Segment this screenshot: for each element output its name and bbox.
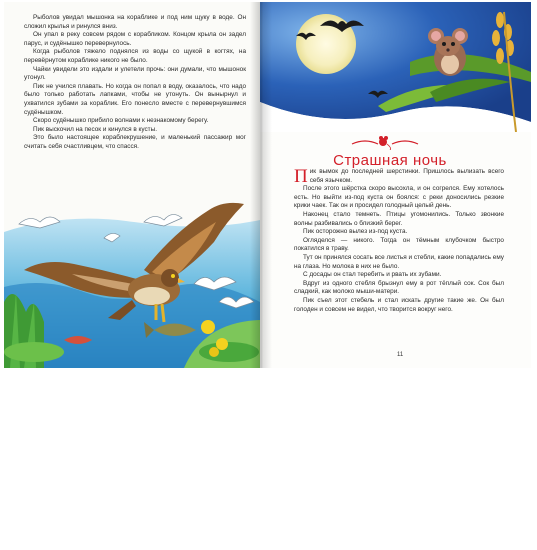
flower-icon: [201, 320, 215, 334]
paragraph: ик вымок до последней шерстинки. Пришлось вылизать всего себя язычком.: [309, 168, 504, 184]
first-paragraph: [294, 168, 504, 185]
drop-cap: П: [294, 166, 308, 187]
night-sky-illustration: [260, 2, 531, 132]
paragraph: Рыболов увидал мышонка на кораблике и под ним щуку в воде. Он сложил крылья и ринулся вниз.: [24, 14, 246, 30]
ornament-mouse-icon: [350, 134, 420, 150]
paragraph: После этого шёрстка скоро высохла, и он согрелся. Ему хотелось есть. Но выйти из-под куста он боялся: с реки доносились резкие крики чаек. Так он и просидел голодный целый день.: [294, 185, 504, 210]
paragraph: Когда рыболов тяжело поднялся из воды со щукой в когтях, на перевёрнутом кораблике никого не было.: [24, 48, 246, 64]
paragraph: Вдруг из одного стебля брызнул ему в рот тёплый сок. Сок был сладкий, как молоко мыши-матери.: [294, 279, 504, 296]
page-number: 11: [397, 352, 404, 358]
right-page: [260, 2, 531, 368]
left-page-text: [24, 14, 246, 152]
paragraph: Он упал в реку совсем рядом с корабликом. Концом крыла он задел парус, и судёнышко перевернулось.: [24, 31, 246, 47]
paragraph: С досады он стал теребить и рвать их зубами.: [303, 271, 442, 279]
chapter-title: Страшная ночь: [333, 152, 447, 169]
paragraph: Наконец стало темнеть. Птицы угомонились. Только звонкие волны разбивались о близкий берег.: [294, 210, 504, 227]
paragraph: Пик съел этот стебель и стал искать другие такие же. Он был голоден и совсем не видел, что творится вокруг него.: [294, 296, 504, 313]
left-page: [4, 2, 260, 368]
paragraph: Пик не учился плавать. Но когда он попал в воду, оказалось, что надо было только работать лапками, чтобы не утонуть. Он вынырнул и ухватился зубами за кораблик. Его понесло вместе с перевернувшимся судёнышком.: [24, 82, 246, 116]
paragraph: Огляделся — никого. Тогда он тёмным клубочком быстро покатился в траву.: [294, 236, 504, 253]
hawk-illustration: [4, 192, 260, 368]
paragraph: Тут он принялся сосать все листья и стебли, какие попадались ему на глаза. Но молока в них не было.: [294, 253, 504, 270]
right-page-text: [294, 168, 504, 314]
book-gutter: [250, 2, 272, 368]
paragraph: Чайки увидели это издали и улетели прочь: они думали, что мышонок утонул.: [24, 65, 246, 82]
paragraph: Пик выскочил на песок и кинулся в кусты.: [33, 125, 157, 133]
paragraph: Пик осторожно вылез из-под куста.: [303, 228, 408, 236]
paragraph: Скоро судёнышко прибило волнами к незнакомому берегу.: [33, 117, 209, 125]
paragraph: Это было настоящее кораблекрушение, и маленький пассажир мог считать себя счастливцем, что спасся.: [24, 134, 246, 150]
book-spread: [4, 2, 531, 368]
